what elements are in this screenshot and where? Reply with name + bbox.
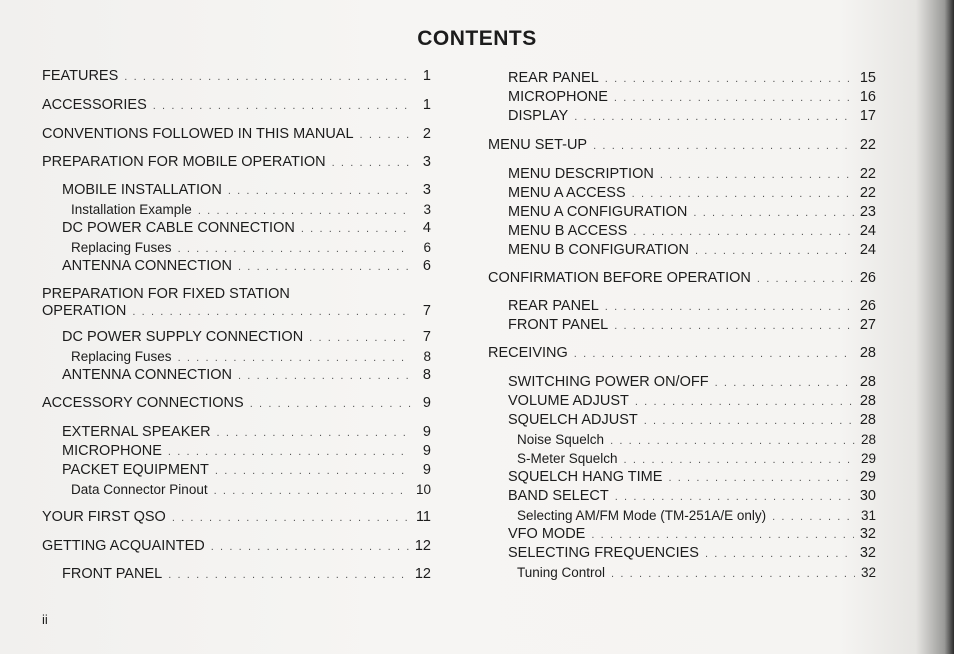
- dot-leader: [591, 527, 854, 544]
- dot-leader: [633, 224, 854, 241]
- dot-leader: [705, 546, 854, 563]
- dot-leader: [757, 271, 854, 288]
- toc-entry[interactable]: DC POWER SUPPLY CONNECTION . . . 7: [42, 329, 431, 347]
- toc-entry[interactable]: FRONT PANEL . . . 27: [488, 317, 876, 335]
- dot-leader: [644, 413, 854, 430]
- toc-entry[interactable]: Noise Squelch . . . 28: [488, 431, 876, 450]
- dot-leader: [615, 489, 854, 506]
- toc-entry[interactable]: Replacing Fuses . . . 8: [42, 348, 431, 367]
- dot-leader: [168, 444, 411, 461]
- dot-leader: [178, 350, 411, 367]
- dot-leader: [632, 186, 854, 203]
- toc-entry[interactable]: CONVENTIONS FOLLOWED IN THIS MANUAL . . . 2: [42, 126, 431, 144]
- toc-entry[interactable]: MENU B CONFIGURATION . . . 24: [488, 242, 876, 260]
- dot-leader: [668, 470, 853, 487]
- toc-entry[interactable]: MENU B ACCESS . . . 24: [488, 223, 876, 241]
- dot-leader: [611, 566, 855, 583]
- page-title: CONTENTS: [417, 27, 537, 50]
- toc-entry[interactable]: VFO MODE . . . 32: [488, 526, 876, 544]
- toc-entry[interactable]: MICROPHONE . . . 16: [488, 89, 876, 107]
- toc-entry[interactable]: SWITCHING POWER ON/OFF . . . 28: [488, 374, 876, 392]
- toc-entry[interactable]: MENU SET-UP . . . 22: [488, 137, 876, 155]
- dot-leader: [660, 167, 854, 184]
- dot-leader: [172, 510, 410, 527]
- dot-leader: [238, 259, 411, 276]
- toc-entry[interactable]: MOBILE INSTALLATION . . . 3: [42, 182, 431, 200]
- dot-leader: [574, 346, 854, 363]
- dot-leader: [624, 452, 855, 469]
- dot-leader: [250, 396, 411, 413]
- toc-entry[interactable]: PACKET EQUIPMENT . . . 9: [42, 462, 431, 480]
- toc-entry[interactable]: Selecting AM/FM Mode (TM-251A/E only) . . . 31: [488, 507, 876, 526]
- dot-leader: [198, 203, 411, 220]
- toc-entry[interactable]: ACCESSORIES . . . 1: [42, 97, 431, 115]
- toc-entry[interactable]: SQUELCH HANG TIME . . . 29: [488, 469, 876, 487]
- toc-entry[interactable]: Tuning Control . . . 32: [488, 564, 876, 583]
- dot-leader: [605, 71, 854, 88]
- toc-entry[interactable]: MENU A CONFIGURATION . . . 23: [488, 204, 876, 222]
- dot-leader: [772, 509, 855, 526]
- dot-leader: [168, 567, 409, 584]
- toc-entry[interactable]: FRONT PANEL . . . 12: [42, 566, 431, 584]
- dot-leader: [715, 375, 854, 392]
- toc-entry[interactable]: REAR PANEL . . . 26: [488, 298, 876, 316]
- toc-entry[interactable]: S-Meter Squelch . . . 29: [488, 450, 876, 469]
- toc-entry[interactable]: PREPARATION FOR FIXED STATION OPERATION . . . 7: [42, 286, 431, 321]
- dot-leader: [693, 205, 853, 222]
- toc-entry[interactable]: DC POWER CABLE CONNECTION . . . 4: [42, 220, 431, 238]
- toc-entry[interactable]: Installation Example . . . 3: [42, 201, 431, 220]
- toc-entry[interactable]: ANTENNA CONNECTION . . . 8: [42, 367, 431, 385]
- dot-leader: [614, 90, 854, 107]
- toc-entry[interactable]: CONFIRMATION BEFORE OPERATION . . . 26: [488, 270, 876, 288]
- dot-leader: [605, 299, 854, 316]
- toc-entry[interactable]: EXTERNAL SPEAKER . . . 9: [42, 424, 431, 442]
- toc-entry[interactable]: GETTING ACQUAINTED . . . 12: [42, 538, 431, 556]
- dot-leader: [124, 69, 411, 86]
- dot-leader: [228, 183, 411, 200]
- dot-leader: [215, 463, 411, 480]
- dot-leader: [214, 483, 410, 500]
- dot-leader: [211, 539, 409, 556]
- toc-entry[interactable]: MICROPHONE . . . 9: [42, 443, 431, 461]
- toc-entry[interactable]: RECEIVING . . . 28: [488, 345, 876, 363]
- toc-entry[interactable]: Data Connector Pinout . . . 10: [42, 481, 431, 500]
- toc-entry[interactable]: SELECTING FREQUENCIES . . . 32: [488, 545, 876, 563]
- toc-entry[interactable]: MENU A ACCESS . . . 22: [488, 185, 876, 203]
- dot-leader: [132, 304, 411, 321]
- dot-leader: [635, 394, 854, 411]
- dot-leader: [153, 98, 411, 115]
- dot-leader: [217, 425, 411, 442]
- toc-entry[interactable]: ACCESSORY CONNECTIONS . . . 9: [42, 395, 431, 413]
- toc-entry[interactable]: YOUR FIRST QSO . . . 11: [42, 509, 431, 527]
- toc-entry[interactable]: SQUELCH ADJUST . . . 28: [488, 412, 876, 430]
- dot-leader: [695, 243, 854, 260]
- toc-entry[interactable]: ANTENNA CONNECTION . . . 6: [42, 258, 431, 276]
- toc-entry[interactable]: DISPLAY . . . 17: [488, 108, 876, 126]
- dot-leader: [610, 433, 855, 450]
- dot-leader: [360, 127, 411, 144]
- dot-leader: [309, 330, 411, 347]
- toc-entry[interactable]: FEATURES . . . 1: [42, 68, 431, 86]
- toc-entry[interactable]: VOLUME ADJUST . . . 28: [488, 393, 876, 411]
- toc-entry[interactable]: BAND SELECT . . . 30: [488, 488, 876, 506]
- dot-leader: [614, 318, 854, 335]
- toc-entry[interactable]: Replacing Fuses . . . 6: [42, 239, 431, 258]
- dot-leader: [332, 155, 411, 172]
- dot-leader: [593, 138, 854, 155]
- toc-entry[interactable]: MENU DESCRIPTION . . . 22: [488, 166, 876, 184]
- dot-leader: [178, 241, 411, 258]
- dot-leader: [238, 368, 411, 385]
- dot-leader: [574, 109, 854, 126]
- page-number: ii: [42, 612, 48, 627]
- dot-leader: [301, 221, 411, 238]
- toc-entry[interactable]: PREPARATION FOR MOBILE OPERATION . . . 3: [42, 154, 431, 172]
- toc-entry[interactable]: REAR PANEL . . . 15: [488, 70, 876, 88]
